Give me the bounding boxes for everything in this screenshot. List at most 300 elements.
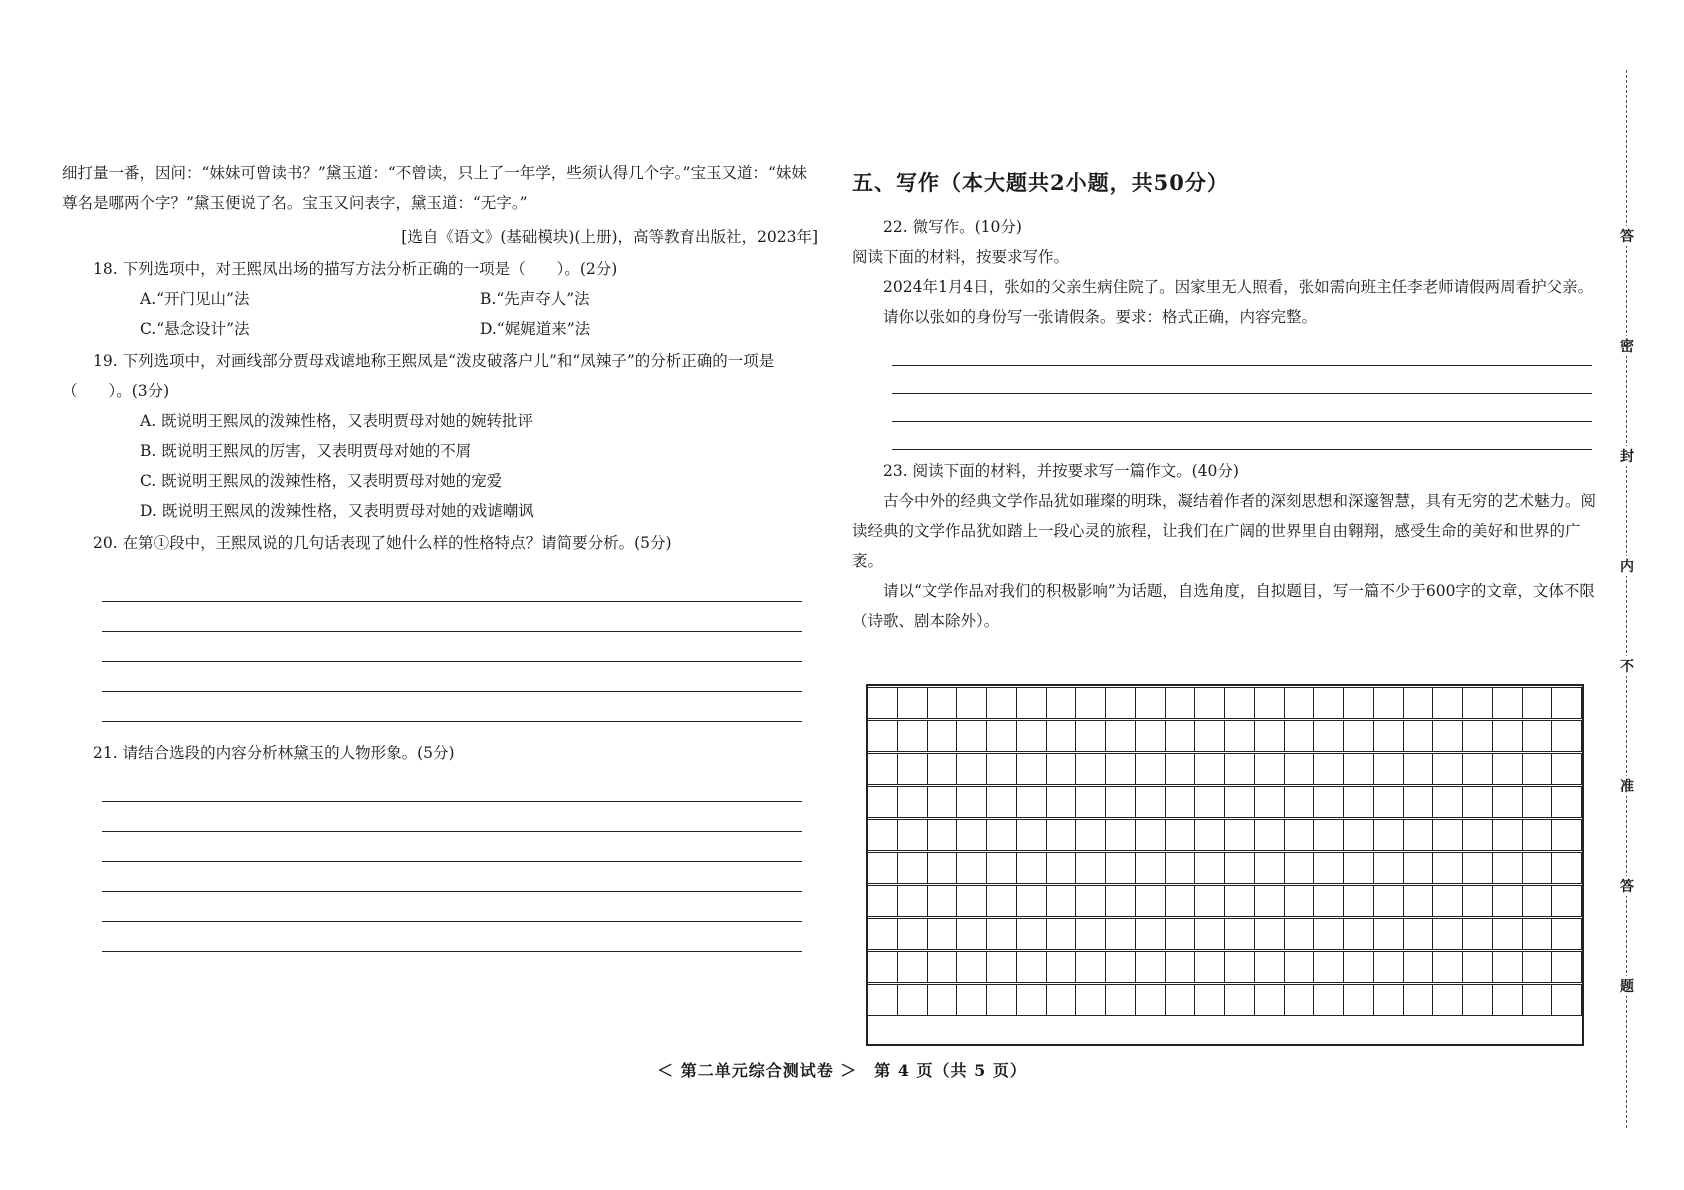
grid-cell[interactable] bbox=[1284, 852, 1315, 884]
grid-cell[interactable] bbox=[927, 918, 958, 950]
grid-cell[interactable] bbox=[1135, 852, 1166, 884]
grid-cell[interactable] bbox=[1016, 918, 1047, 950]
grid-cell[interactable] bbox=[1165, 786, 1196, 818]
grid-cell[interactable] bbox=[1046, 984, 1077, 1016]
grid-cell[interactable] bbox=[1432, 786, 1463, 818]
grid-cell[interactable] bbox=[1403, 885, 1434, 917]
grid-cell[interactable] bbox=[1254, 819, 1285, 851]
question-22-material: 2024年1月4日，张如的父亲生病住院了。因家里无人照看，张如需向班主任李老师请假两周看护父亲。 bbox=[883, 278, 1594, 296]
seal-char: 不 bbox=[1616, 656, 1638, 676]
grid-row bbox=[868, 687, 1582, 719]
grid-row bbox=[868, 819, 1582, 851]
grid-cell[interactable] bbox=[1343, 786, 1374, 818]
section-5-title: 五、写作（本大题共2小题，共50分） bbox=[852, 170, 1229, 195]
grid-cell[interactable] bbox=[1373, 819, 1404, 851]
grid-cell[interactable] bbox=[1373, 852, 1404, 884]
grid-cell[interactable] bbox=[1462, 786, 1493, 818]
grid-cell[interactable] bbox=[1373, 786, 1404, 818]
grid-cell[interactable] bbox=[1522, 984, 1553, 1016]
grid-cell[interactable] bbox=[927, 687, 958, 719]
grid-cell[interactable] bbox=[1313, 885, 1344, 917]
seal-char: 答 bbox=[1616, 876, 1638, 896]
grid-cell[interactable] bbox=[986, 819, 1017, 851]
grid-cell[interactable] bbox=[1432, 819, 1463, 851]
answer-line[interactable] bbox=[892, 338, 1592, 366]
grid-cell[interactable] bbox=[1551, 984, 1582, 1016]
grid-cell[interactable] bbox=[1135, 951, 1166, 983]
answer-line[interactable] bbox=[102, 862, 802, 892]
grid-cell[interactable] bbox=[956, 753, 987, 785]
answer-line[interactable] bbox=[102, 922, 802, 952]
grid-cell[interactable] bbox=[1313, 786, 1344, 818]
grid-cell[interactable] bbox=[1224, 720, 1255, 752]
grid-cell[interactable] bbox=[1373, 687, 1404, 719]
answer-line[interactable] bbox=[102, 832, 802, 862]
grid-cell[interactable] bbox=[1492, 819, 1523, 851]
grid-cell[interactable] bbox=[1284, 720, 1315, 752]
q19-option-b: B. 既说明王熙凤的厉害，又表明贾母对她的不屑 bbox=[140, 442, 472, 460]
grid-cell[interactable] bbox=[1165, 852, 1196, 884]
grid-cell[interactable] bbox=[867, 852, 898, 884]
grid-cell[interactable] bbox=[1492, 852, 1523, 884]
question-23-title: 23. 阅读下面的材料，并按要求写一篇作文。(40分) bbox=[883, 462, 1239, 480]
grid-cell[interactable] bbox=[1313, 951, 1344, 983]
grid-cell[interactable] bbox=[1551, 753, 1582, 785]
grid-cell[interactable] bbox=[1224, 852, 1255, 884]
grid-cell[interactable] bbox=[1462, 885, 1493, 917]
grid-cell[interactable] bbox=[1194, 753, 1225, 785]
seal-char: 密 bbox=[1616, 336, 1638, 356]
grid-cell[interactable] bbox=[1492, 687, 1523, 719]
grid-cell[interactable] bbox=[1254, 918, 1285, 950]
grid-cell[interactable] bbox=[1432, 720, 1463, 752]
grid-cell[interactable] bbox=[956, 852, 987, 884]
grid-cell[interactable] bbox=[1224, 753, 1255, 785]
grid-cell[interactable] bbox=[867, 687, 898, 719]
grid-cell[interactable] bbox=[1016, 786, 1047, 818]
grid-cell[interactable] bbox=[986, 984, 1017, 1016]
grid-cell[interactable] bbox=[1165, 753, 1196, 785]
grid-row bbox=[868, 852, 1582, 884]
seal-char: 内 bbox=[1616, 556, 1638, 576]
grid-cell[interactable] bbox=[1046, 786, 1077, 818]
grid-cell[interactable] bbox=[1194, 918, 1225, 950]
answer-line[interactable] bbox=[102, 632, 802, 662]
grid-cell[interactable] bbox=[927, 819, 958, 851]
right-column bbox=[852, 168, 1600, 636]
grid-cell[interactable] bbox=[927, 852, 958, 884]
grid-cell[interactable] bbox=[1432, 951, 1463, 983]
grid-cell[interactable] bbox=[1462, 951, 1493, 983]
grid-cell[interactable] bbox=[986, 753, 1017, 785]
grid-cell[interactable] bbox=[1254, 687, 1285, 719]
grid-cell[interactable] bbox=[897, 984, 928, 1016]
grid-cell[interactable] bbox=[1284, 819, 1315, 851]
left-column bbox=[62, 158, 818, 952]
grid-cell[interactable] bbox=[867, 918, 898, 950]
grid-cell[interactable] bbox=[1194, 885, 1225, 917]
grid-cell[interactable] bbox=[927, 720, 958, 752]
grid-cell[interactable] bbox=[1135, 720, 1166, 752]
answer-line[interactable] bbox=[102, 892, 802, 922]
grid-cell[interactable] bbox=[1105, 720, 1136, 752]
grid-cell[interactable] bbox=[986, 951, 1017, 983]
grid-cell[interactable] bbox=[867, 819, 898, 851]
grid-cell[interactable] bbox=[1046, 720, 1077, 752]
grid-cell[interactable] bbox=[1046, 951, 1077, 983]
grid-cell[interactable] bbox=[1373, 720, 1404, 752]
grid-cell[interactable] bbox=[1284, 951, 1315, 983]
grid-cell[interactable] bbox=[897, 753, 928, 785]
grid-cell[interactable] bbox=[1432, 753, 1463, 785]
question-22-answer-area[interactable] bbox=[892, 338, 1592, 450]
grid-cell[interactable] bbox=[1284, 753, 1315, 785]
grid-cell[interactable] bbox=[956, 687, 987, 719]
grid-cell[interactable] bbox=[1016, 753, 1047, 785]
grid-cell[interactable] bbox=[927, 984, 958, 1016]
question-22-request: 请你以张如的身份写一张请假条。要求：格式正确，内容完整。 bbox=[883, 308, 1318, 326]
question-21-answer-area[interactable] bbox=[102, 772, 802, 952]
grid-cell[interactable] bbox=[1016, 951, 1047, 983]
grid-cell[interactable] bbox=[1522, 720, 1553, 752]
passage-source: [选自《语文》(基础模块)(上册)，高等教育出版社，2023年] bbox=[401, 228, 818, 246]
grid-cell[interactable] bbox=[1135, 687, 1166, 719]
grid-cell[interactable] bbox=[1313, 918, 1344, 950]
grid-cell[interactable] bbox=[1313, 753, 1344, 785]
grid-cell[interactable] bbox=[1462, 984, 1493, 1016]
grid-cell[interactable] bbox=[1224, 786, 1255, 818]
grid-cell[interactable] bbox=[927, 885, 958, 917]
grid-cell[interactable] bbox=[927, 951, 958, 983]
grid-cell[interactable] bbox=[1194, 984, 1225, 1016]
grid-cell[interactable] bbox=[1135, 819, 1166, 851]
q18-option-b: B.“先声夺人”法 bbox=[480, 290, 590, 308]
grid-cell[interactable] bbox=[1373, 753, 1404, 785]
answer-line[interactable] bbox=[892, 394, 1592, 422]
grid-cell[interactable] bbox=[1194, 951, 1225, 983]
grid-cell[interactable] bbox=[867, 753, 898, 785]
grid-cell[interactable] bbox=[1194, 687, 1225, 719]
grid-cell[interactable] bbox=[1462, 918, 1493, 950]
answer-line[interactable] bbox=[102, 692, 802, 722]
grid-cell[interactable] bbox=[1403, 951, 1434, 983]
answer-line[interactable] bbox=[102, 572, 802, 602]
grid-cell[interactable] bbox=[1551, 819, 1582, 851]
grid-cell[interactable] bbox=[1551, 687, 1582, 719]
q19-option-d: D. 既说明王熙凤的泼辣性格，又表明贾母对她的戏谑嘲讽 bbox=[140, 502, 534, 520]
grid-cell[interactable] bbox=[1492, 885, 1523, 917]
grid-cell[interactable] bbox=[1254, 720, 1285, 752]
grid-cell[interactable] bbox=[1105, 984, 1136, 1016]
grid-cell[interactable] bbox=[1403, 918, 1434, 950]
grid-cell[interactable] bbox=[867, 786, 898, 818]
grid-cell[interactable] bbox=[1403, 720, 1434, 752]
question-21-stem: 21. 请结合选段的内容分析林黛玉的人物形象。(5分) bbox=[93, 744, 455, 762]
grid-cell[interactable] bbox=[1313, 852, 1344, 884]
grid-cell[interactable] bbox=[1046, 687, 1077, 719]
grid-cell[interactable] bbox=[1075, 951, 1106, 983]
grid-cell[interactable] bbox=[1046, 819, 1077, 851]
grid-cell[interactable] bbox=[1492, 984, 1523, 1016]
grid-cell[interactable] bbox=[1046, 753, 1077, 785]
grid-cell[interactable] bbox=[1165, 687, 1196, 719]
grid-cell[interactable] bbox=[1432, 885, 1463, 917]
grid-cell[interactable] bbox=[956, 786, 987, 818]
grid-cell[interactable] bbox=[897, 720, 928, 752]
grid-cell[interactable] bbox=[867, 984, 898, 1016]
grid-cell[interactable] bbox=[1016, 720, 1047, 752]
grid-cell[interactable] bbox=[927, 786, 958, 818]
grid-cell[interactable] bbox=[1105, 786, 1136, 818]
grid-cell[interactable] bbox=[897, 951, 928, 983]
grid-cell[interactable] bbox=[1522, 819, 1553, 851]
grid-cell[interactable] bbox=[1105, 687, 1136, 719]
question-20-stem: 20. 在第①段中，王熙凤说的几句话表现了她什么样的性格特点？请简要分析。(5分) bbox=[93, 534, 672, 552]
grid-cell[interactable] bbox=[1343, 819, 1374, 851]
grid-cell[interactable] bbox=[1551, 852, 1582, 884]
grid-cell[interactable] bbox=[986, 885, 1017, 917]
grid-cell[interactable] bbox=[1165, 918, 1196, 950]
grid-cell[interactable] bbox=[1194, 852, 1225, 884]
grid-cell[interactable] bbox=[986, 687, 1017, 719]
grid-cell[interactable] bbox=[1075, 819, 1106, 851]
grid-cell[interactable] bbox=[1224, 885, 1255, 917]
grid-row bbox=[868, 753, 1582, 785]
grid-cell[interactable] bbox=[1284, 984, 1315, 1016]
grid-cell[interactable] bbox=[1194, 819, 1225, 851]
grid-cell[interactable] bbox=[897, 885, 928, 917]
grid-cell[interactable] bbox=[1432, 984, 1463, 1016]
grid-cell[interactable] bbox=[1462, 819, 1493, 851]
answer-line[interactable] bbox=[892, 422, 1592, 450]
grid-cell[interactable] bbox=[1046, 918, 1077, 950]
grid-cell[interactable] bbox=[1284, 786, 1315, 818]
answer-line[interactable] bbox=[102, 662, 802, 692]
grid-cell[interactable] bbox=[1075, 786, 1106, 818]
grid-cell[interactable] bbox=[1403, 819, 1434, 851]
grid-cell[interactable] bbox=[1165, 819, 1196, 851]
grid-cell[interactable] bbox=[1105, 753, 1136, 785]
grid-cell[interactable] bbox=[1403, 984, 1434, 1016]
grid-cell[interactable] bbox=[956, 720, 987, 752]
grid-cell[interactable] bbox=[1432, 852, 1463, 884]
grid-cell[interactable] bbox=[956, 819, 987, 851]
grid-row bbox=[868, 984, 1582, 1016]
grid-cell[interactable] bbox=[897, 687, 928, 719]
grid-cell[interactable] bbox=[1075, 885, 1106, 917]
grid-cell[interactable] bbox=[1165, 951, 1196, 983]
grid-cell[interactable] bbox=[1016, 852, 1047, 884]
grid-cell[interactable] bbox=[1492, 786, 1523, 818]
grid-cell[interactable] bbox=[927, 753, 958, 785]
grid-cell[interactable] bbox=[1313, 984, 1344, 1016]
grid-cell[interactable] bbox=[1403, 687, 1434, 719]
grid-cell[interactable] bbox=[1373, 885, 1404, 917]
grid-cell[interactable] bbox=[1403, 786, 1434, 818]
grid-cell[interactable] bbox=[1432, 918, 1463, 950]
grid-cell[interactable] bbox=[897, 786, 928, 818]
grid-cell[interactable] bbox=[867, 885, 898, 917]
grid-cell[interactable] bbox=[1165, 720, 1196, 752]
grid-cell[interactable] bbox=[867, 720, 898, 752]
grid-cell[interactable] bbox=[1075, 984, 1106, 1016]
grid-row bbox=[868, 951, 1582, 983]
grid-cell[interactable] bbox=[1373, 951, 1404, 983]
question-19-stem: 19. 下列选项中，对画线部分贾母戏谑地称王熙凤是“泼皮破落户儿”和“凤辣子”的分析正确的一项是（ ）。(3分) bbox=[62, 352, 775, 400]
grid-cell[interactable] bbox=[1254, 852, 1285, 884]
question-20-answer-area[interactable] bbox=[102, 572, 802, 722]
grid-cell[interactable] bbox=[1135, 918, 1166, 950]
grid-cell[interactable] bbox=[1046, 852, 1077, 884]
grid-cell[interactable] bbox=[1105, 885, 1136, 917]
grid-cell[interactable] bbox=[986, 852, 1017, 884]
grid-cell[interactable] bbox=[1105, 819, 1136, 851]
grid-cell[interactable] bbox=[1105, 951, 1136, 983]
grid-cell[interactable] bbox=[1313, 720, 1344, 752]
grid-cell[interactable] bbox=[1522, 918, 1553, 950]
answer-line[interactable] bbox=[102, 802, 802, 832]
question-18-stem: 18. 下列选项中，对王熙凤出场的描写方法分析正确的一项是（ ）。(2分) bbox=[93, 260, 618, 278]
grid-cell[interactable] bbox=[1224, 918, 1255, 950]
answer-line[interactable] bbox=[892, 366, 1592, 394]
answer-line[interactable] bbox=[102, 602, 802, 632]
seal-char: 题 bbox=[1616, 976, 1638, 996]
grid-cell[interactable] bbox=[1551, 885, 1582, 917]
grid-cell[interactable] bbox=[1284, 687, 1315, 719]
seal-char: 答 bbox=[1616, 226, 1638, 246]
grid-cell[interactable] bbox=[1343, 918, 1374, 950]
grid-cell[interactable] bbox=[1373, 984, 1404, 1016]
grid-cell[interactable] bbox=[1135, 753, 1166, 785]
grid-cell[interactable] bbox=[956, 918, 987, 950]
grid-cell[interactable] bbox=[1313, 687, 1344, 719]
grid-row bbox=[868, 720, 1582, 752]
grid-cell[interactable] bbox=[1403, 753, 1434, 785]
q18-option-d: D.“娓娓道来”法 bbox=[480, 320, 591, 338]
grid-cell[interactable] bbox=[1046, 885, 1077, 917]
grid-cell[interactable] bbox=[1343, 951, 1374, 983]
page-footer: ＜ 第二单元综合测试卷 ＞ 第 4 页（共 5 页） bbox=[657, 1061, 1027, 1080]
question-23-material: 古今中外的经典文学作品犹如璀璨的明珠，凝结着作者的深刻思想和深邃智慧，具有无穷的艺术魅力。阅读经典的文学作品犹如踏上一段心灵的旅程，让我们在广阔的世界里自由翱翔，感受生命的美好和世界的广袤。 bbox=[852, 492, 1597, 570]
grid-cell[interactable] bbox=[1254, 753, 1285, 785]
answer-line[interactable] bbox=[102, 772, 802, 802]
q18-option-c: C.“悬念设计”法 bbox=[140, 320, 250, 338]
grid-cell[interactable] bbox=[1254, 984, 1285, 1016]
composition-grid[interactable] bbox=[866, 684, 1584, 1046]
grid-cell[interactable] bbox=[1284, 918, 1315, 950]
grid-cell[interactable] bbox=[1135, 885, 1166, 917]
grid-cell[interactable] bbox=[1343, 885, 1374, 917]
grid-cell[interactable] bbox=[1343, 720, 1374, 752]
grid-cell[interactable] bbox=[1343, 852, 1374, 884]
grid-cell[interactable] bbox=[1016, 885, 1047, 917]
grid-cell[interactable] bbox=[1522, 687, 1553, 719]
grid-cell[interactable] bbox=[1432, 687, 1463, 719]
grid-cell[interactable] bbox=[956, 885, 987, 917]
grid-cell[interactable] bbox=[1492, 918, 1523, 950]
grid-cell[interactable] bbox=[1284, 885, 1315, 917]
grid-cell[interactable] bbox=[1105, 918, 1136, 950]
grid-cell[interactable] bbox=[1194, 720, 1225, 752]
q19-option-a: A. 既说明王熙凤的泼辣性格，又表明贾母对她的婉转批评 bbox=[140, 412, 534, 430]
grid-cell[interactable] bbox=[1254, 786, 1285, 818]
grid-cell[interactable] bbox=[897, 918, 928, 950]
grid-cell[interactable] bbox=[1522, 951, 1553, 983]
question-22-instruction: 阅读下面的材料，按要求写作。 bbox=[852, 248, 1070, 266]
grid-row bbox=[868, 786, 1582, 818]
grid-cell[interactable] bbox=[1194, 786, 1225, 818]
grid-cell[interactable] bbox=[1462, 852, 1493, 884]
grid-cell[interactable] bbox=[1075, 687, 1106, 719]
grid-cell[interactable] bbox=[1254, 885, 1285, 917]
grid-cell[interactable] bbox=[1075, 852, 1106, 884]
grid-cell[interactable] bbox=[897, 819, 928, 851]
grid-cell[interactable] bbox=[1343, 984, 1374, 1016]
grid-cell[interactable] bbox=[1343, 687, 1374, 719]
grid-cell[interactable] bbox=[1135, 786, 1166, 818]
grid-cell[interactable] bbox=[1224, 819, 1255, 851]
grid-row bbox=[868, 885, 1582, 917]
grid-cell[interactable] bbox=[1551, 786, 1582, 818]
seal-char: 准 bbox=[1616, 776, 1638, 796]
grid-cell[interactable] bbox=[986, 918, 1017, 950]
grid-cell[interactable] bbox=[1135, 984, 1166, 1016]
seal-char: 封 bbox=[1616, 446, 1638, 466]
grid-cell[interactable] bbox=[1462, 753, 1493, 785]
grid-cell[interactable] bbox=[986, 720, 1017, 752]
grid-cell[interactable] bbox=[867, 951, 898, 983]
grid-cell[interactable] bbox=[1075, 720, 1106, 752]
grid-cell[interactable] bbox=[1492, 951, 1523, 983]
passage-tail: 细打量一番，因问：“妹妹可曾读书？”黛玉道：“不曾读，只上了一年学，些须认得几个字。”宝玉又道：“妹妹尊名是哪两个字？”黛玉便说了名。宝玉又问表字，黛玉道：“无字。” bbox=[62, 164, 807, 212]
grid-cell[interactable] bbox=[1075, 918, 1106, 950]
grid-cell[interactable] bbox=[956, 984, 987, 1016]
grid-cell[interactable] bbox=[1522, 753, 1553, 785]
grid-cell[interactable] bbox=[1016, 687, 1047, 719]
grid-cell[interactable] bbox=[956, 951, 987, 983]
grid-cell[interactable] bbox=[1016, 984, 1047, 1016]
grid-cell[interactable] bbox=[1522, 852, 1553, 884]
grid-cell[interactable] bbox=[1462, 720, 1493, 752]
grid-cell[interactable] bbox=[1165, 984, 1196, 1016]
grid-cell[interactable] bbox=[1224, 984, 1255, 1016]
grid-cell[interactable] bbox=[1224, 687, 1255, 719]
grid-cell[interactable] bbox=[1105, 852, 1136, 884]
grid-cell[interactable] bbox=[1522, 786, 1553, 818]
grid-cell[interactable] bbox=[1373, 918, 1404, 950]
grid-cell[interactable] bbox=[1522, 885, 1553, 917]
grid-cell[interactable] bbox=[1165, 885, 1196, 917]
grid-cell[interactable] bbox=[1075, 753, 1106, 785]
grid-cell[interactable] bbox=[1551, 918, 1582, 950]
grid-cell[interactable] bbox=[1462, 687, 1493, 719]
grid-cell[interactable] bbox=[897, 852, 928, 884]
question-18-options bbox=[62, 284, 818, 344]
grid-cell[interactable] bbox=[1492, 753, 1523, 785]
grid-cell[interactable] bbox=[986, 786, 1017, 818]
grid-cell[interactable] bbox=[1224, 951, 1255, 983]
question-23-request: 请以“文学作品对我们的积极影响”为话题，自选角度，自拟题目，写一篇不少于600字的文章，文体不限（诗歌、剧本除外）。 bbox=[852, 582, 1595, 630]
grid-cell[interactable] bbox=[1016, 819, 1047, 851]
q19-option-c: C. 既说明王熙凤的泼辣性格，又表明贾母对她的宠爱 bbox=[140, 472, 503, 490]
grid-cell[interactable] bbox=[1551, 951, 1582, 983]
grid-cell[interactable] bbox=[1254, 951, 1285, 983]
grid-cell[interactable] bbox=[1403, 852, 1434, 884]
grid-cell[interactable] bbox=[1343, 753, 1374, 785]
grid-cell[interactable] bbox=[1551, 720, 1582, 752]
grid-cell[interactable] bbox=[1492, 720, 1523, 752]
grid-cell[interactable] bbox=[1313, 819, 1344, 851]
